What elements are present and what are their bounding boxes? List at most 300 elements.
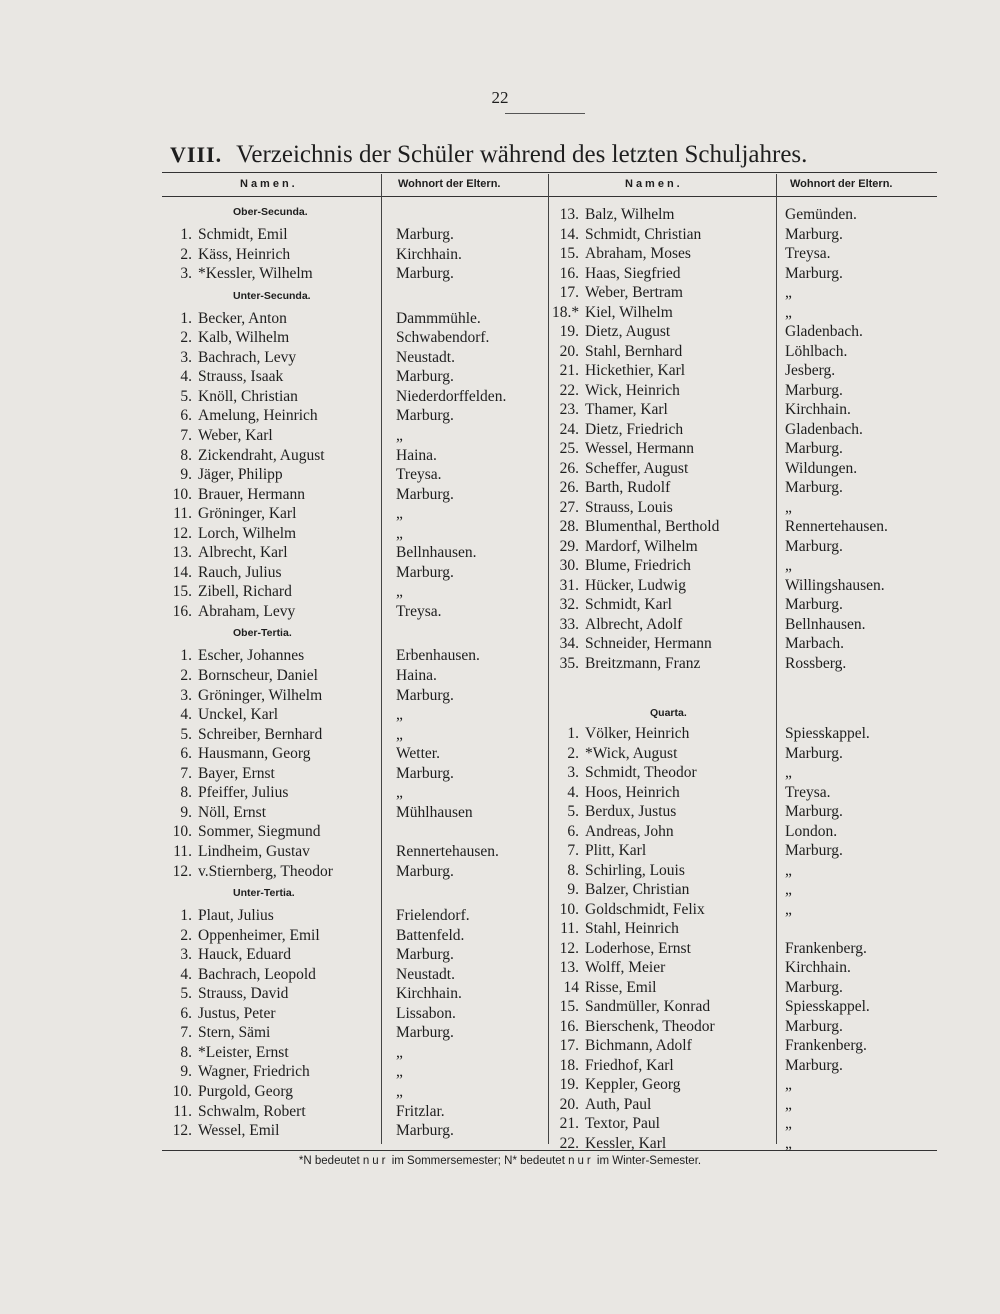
- student-name: *Wick, August: [585, 744, 678, 762]
- student-name: Wagner, Friedrich: [198, 1063, 310, 1081]
- row-number: 26.: [559, 479, 579, 496]
- student-name: Strauss, Isaak: [198, 368, 284, 386]
- row-number: 20.: [559, 342, 579, 360]
- parent-residence: Mühlhausen: [396, 803, 473, 821]
- parent-residence: Dammmühle.: [396, 309, 481, 327]
- student-row: [172, 504, 556, 523]
- row-number: 6.: [567, 822, 579, 840]
- row-number: 4.: [180, 368, 192, 386]
- parent-residence: Marburg.: [785, 842, 843, 859]
- student-row: [172, 666, 556, 685]
- parent-residence: Marburg.: [785, 225, 843, 243]
- row-number: 12.: [559, 939, 579, 957]
- student-row: [552, 420, 945, 439]
- row-number: 2.: [180, 667, 192, 684]
- student-row: [172, 1082, 556, 1101]
- parent-residence: „: [396, 1043, 403, 1061]
- row-number: 9.: [180, 466, 192, 484]
- parent-residence: Frielendorf.: [396, 907, 470, 925]
- student-name: Escher, Johannes: [198, 647, 305, 665]
- student-row: [552, 900, 945, 919]
- student-row: [172, 1023, 556, 1042]
- row-number: 1.: [180, 309, 192, 327]
- row-number: 6.: [180, 1004, 192, 1022]
- parent-residence: Treysa.: [785, 783, 831, 801]
- section-title: Quarta.: [650, 707, 687, 719]
- student-name: Bichmann, Adolf: [585, 1037, 692, 1054]
- parent-residence: Löhlbach.: [785, 342, 848, 360]
- student-row: [552, 919, 945, 938]
- parent-residence: Treysa.: [396, 602, 442, 620]
- row-number: 31.: [559, 576, 579, 594]
- row-number: 20.: [559, 1095, 579, 1113]
- parent-residence: Marburg.: [785, 596, 843, 613]
- student-row: [552, 342, 945, 361]
- student-row: [172, 387, 556, 406]
- row-number: 2.: [180, 926, 192, 944]
- parent-residence: Marburg.: [396, 485, 454, 503]
- student-name: Käss, Heinrich: [198, 245, 291, 263]
- row-number: 7.: [180, 426, 192, 444]
- parent-residence: Marburg.: [396, 368, 454, 386]
- student-name: Loderhose, Ernst: [585, 939, 691, 957]
- student-row: [552, 244, 945, 263]
- row-number: 3.: [180, 265, 192, 283]
- student-name: Wick, Heinrich: [585, 381, 680, 399]
- student-name: Brauer, Hermann: [198, 485, 305, 503]
- parent-residence: Marburg.: [396, 862, 454, 880]
- student-row: [552, 783, 945, 802]
- parent-residence: Rennertehausen.: [396, 842, 499, 860]
- student-name: Mardorf, Wilhelm: [585, 537, 698, 555]
- student-name: Goldschmidt, Felix: [585, 900, 705, 918]
- parent-residence: Bellnhausen.: [785, 615, 866, 633]
- student-name: Schneider, Hermann: [585, 635, 712, 652]
- parent-residence: „: [785, 881, 792, 898]
- section-title: Ober-Secunda.: [233, 206, 308, 218]
- row-number: 18.*: [552, 303, 580, 321]
- parent-residence: Marburg.: [785, 264, 843, 282]
- student-name: Dietz, Friedrich: [585, 420, 684, 438]
- student-name: Wessel, Hermann: [585, 440, 694, 457]
- student-row: [172, 906, 556, 925]
- parent-residence: Marburg.: [396, 407, 454, 425]
- parent-residence: Niederdorffelden.: [396, 387, 507, 405]
- student-row: [552, 634, 945, 653]
- student-name: Risse, Emil: [585, 978, 657, 996]
- column-header-name: Namen.: [625, 178, 683, 190]
- row-number: 11.: [173, 505, 192, 523]
- student-name: Berdux, Justus: [585, 803, 677, 820]
- student-row: [552, 322, 945, 341]
- student-name: Balz, Wilhelm: [585, 206, 675, 223]
- parent-residence: „: [785, 1134, 792, 1152]
- student-name: Becker, Anton: [198, 309, 287, 327]
- student-name: Hausmann, Georg: [198, 745, 311, 763]
- student-row: [552, 958, 945, 977]
- row-number: 5.: [180, 725, 192, 743]
- row-number: 8.: [180, 1043, 192, 1061]
- student-name: Kalb, Wilhelm: [198, 329, 290, 347]
- student-row: [172, 842, 556, 861]
- student-row: [172, 543, 556, 562]
- parent-residence: Marburg.: [396, 563, 454, 581]
- row-number: 5.: [567, 803, 579, 820]
- student-name: Strauss, Louis: [585, 498, 673, 516]
- student-name: Hücker, Ludwig: [585, 576, 686, 594]
- student-name: Keppler, Georg: [585, 1076, 681, 1093]
- student-name: Schmidt, Christian: [585, 225, 702, 243]
- student-row: [172, 524, 556, 543]
- student-name: Lorch, Wilhelm: [198, 524, 297, 542]
- row-number: 2.: [567, 744, 579, 762]
- row-number: 12.: [172, 862, 192, 880]
- row-number: 22.: [559, 1134, 579, 1152]
- student-row: [552, 264, 945, 283]
- parent-residence: „: [785, 900, 792, 918]
- row-number: 3.: [180, 946, 192, 964]
- row-number: 14.: [172, 563, 192, 581]
- student-row: [552, 615, 945, 634]
- student-name: Kessler, Karl: [585, 1134, 667, 1152]
- student-row: [552, 997, 945, 1016]
- row-number: 1.: [180, 647, 192, 665]
- parent-residence: Marburg.: [396, 686, 454, 704]
- row-number: 1.: [180, 226, 192, 243]
- parent-residence: „: [396, 426, 403, 444]
- student-row: [172, 264, 556, 283]
- student-name: Weber, Karl: [198, 426, 273, 444]
- row-number: 5.: [180, 387, 192, 405]
- student-name: Justus, Peter: [198, 1004, 276, 1022]
- student-row: [172, 764, 556, 783]
- parent-residence: Treysa.: [785, 245, 831, 262]
- row-number: 22.: [559, 381, 579, 399]
- student-name: Schirling, Louis: [585, 861, 685, 879]
- student-row: [552, 802, 945, 821]
- student-row: [552, 1036, 945, 1055]
- student-name: Bierschenk, Theodor: [585, 1017, 715, 1035]
- student-row: [552, 744, 945, 763]
- student-name: Purgold, Georg: [198, 1083, 294, 1100]
- row-number: 24.: [559, 420, 579, 438]
- row-number: 10.: [172, 485, 192, 503]
- parent-residence: Neustadt.: [396, 965, 455, 983]
- row-number: 27.: [559, 498, 579, 516]
- student-name: Hickethier, Karl: [585, 362, 686, 379]
- row-number: 28.: [559, 518, 579, 535]
- student-row: [552, 381, 945, 400]
- parent-residence: Gladenbach.: [785, 420, 863, 438]
- student-row: [552, 1114, 945, 1133]
- student-row: [172, 446, 556, 465]
- page-number-rule: [505, 113, 585, 114]
- student-name: *Kessler, Wilhelm: [198, 265, 313, 283]
- row-number: 19.: [559, 323, 579, 340]
- student-row: [172, 582, 556, 601]
- parent-residence: Fritzlar.: [396, 1102, 445, 1120]
- student-name: Albrecht, Adolf: [585, 615, 683, 633]
- student-row: [552, 283, 945, 302]
- parent-residence: Marburg.: [396, 1122, 454, 1140]
- parent-residence: London.: [785, 822, 838, 840]
- row-number: 4.: [180, 706, 192, 724]
- row-number: 8.: [180, 784, 192, 802]
- section-numeral: VIII.: [170, 142, 223, 167]
- parent-residence: Haina.: [396, 446, 437, 464]
- student-name: Völker, Heinrich: [585, 725, 690, 742]
- column-header-residence: Wohnort der Eltern.: [398, 178, 501, 190]
- student-row: [552, 225, 945, 244]
- student-name: Sandmüller, Konrad: [585, 998, 711, 1015]
- parent-residence: Marburg.: [785, 1056, 843, 1074]
- heading-title: Verzeichnis der Schüler während des letzten Schuljahres.: [236, 141, 808, 168]
- parent-residence: Haina.: [396, 667, 437, 684]
- parent-residence: Marburg.: [396, 265, 454, 283]
- student-row: [172, 725, 556, 744]
- row-number: 1.: [567, 725, 579, 742]
- student-name: Sommer, Siegmund: [198, 823, 321, 841]
- parent-residence: Bellnhausen.: [396, 544, 477, 562]
- student-row: [552, 556, 945, 575]
- section-title: Unter-Tertia.: [233, 887, 295, 900]
- row-number: 21.: [559, 1115, 579, 1132]
- student-name: Bornscheur, Daniel: [198, 667, 318, 684]
- student-name: Hoos, Heinrich: [585, 783, 680, 801]
- section-title: Unter-Secunda.: [233, 289, 311, 302]
- row-number: 6.: [180, 407, 192, 425]
- row-number: 7.: [180, 764, 192, 782]
- student-name: Gröninger, Karl: [198, 505, 297, 523]
- parent-residence: Erbenhausen.: [396, 647, 480, 665]
- student-row: [552, 595, 945, 614]
- parent-residence: Wetter.: [396, 745, 440, 763]
- student-row: [172, 426, 556, 445]
- student-row: [552, 1134, 945, 1153]
- row-number: 11.: [560, 920, 579, 937]
- student-name: Abraham, Moses: [585, 245, 691, 262]
- student-name: Zibell, Richard: [198, 583, 292, 601]
- parent-residence: „: [785, 1115, 792, 1132]
- student-row: [552, 880, 945, 899]
- student-name: Dietz, August: [585, 323, 671, 340]
- parent-residence: Wildungen.: [785, 459, 858, 477]
- row-number: 6.: [180, 745, 192, 763]
- student-row: [172, 945, 556, 964]
- student-row: [172, 465, 556, 484]
- student-row: [552, 478, 945, 497]
- row-number: 9.: [567, 881, 579, 898]
- parent-residence: „: [785, 498, 792, 516]
- parent-residence: Marburg.: [785, 479, 843, 496]
- student-name: Haas, Siegfried: [585, 264, 681, 282]
- table-top-rule: [162, 172, 937, 173]
- student-name: Gröninger, Wilhelm: [198, 686, 323, 704]
- student-name: Bayer, Ernst: [198, 764, 275, 782]
- student-row: [172, 926, 556, 945]
- student-row: [552, 1056, 945, 1075]
- student-name: Stahl, Bernhard: [585, 342, 683, 360]
- parent-residence: Neustadt.: [396, 348, 455, 366]
- student-name: Amelung, Heinrich: [198, 407, 318, 425]
- row-number: 14.: [559, 225, 579, 243]
- row-number: 16.: [172, 602, 192, 620]
- parent-residence: „: [785, 861, 792, 879]
- row-number: 8.: [567, 861, 579, 879]
- row-number: 12.: [172, 524, 192, 542]
- row-number: 10.: [172, 823, 192, 841]
- student-name: Schmidt, Karl: [585, 596, 672, 613]
- row-number: 12.: [172, 1122, 192, 1140]
- parent-residence: Rennertehausen.: [785, 518, 888, 535]
- student-name: Breitzmann, Franz: [585, 654, 701, 672]
- parent-residence: Frankenberg.: [785, 1037, 867, 1054]
- student-name: Oppenheimer, Emil: [198, 926, 320, 944]
- student-row: [172, 984, 556, 1003]
- student-row: [172, 803, 556, 822]
- parent-residence: „: [396, 524, 403, 542]
- row-number: 7.: [567, 842, 579, 859]
- parent-residence: Marburg.: [785, 381, 843, 399]
- parent-residence: Marburg.: [785, 744, 843, 762]
- student-row: [172, 822, 556, 841]
- student-row: [172, 1043, 556, 1062]
- footnote: *N bedeutet nur im Sommersemester; N* bedeutet nur im Winter-Semester.: [298, 1155, 702, 1167]
- student-row: [172, 1062, 556, 1081]
- student-name: Albrecht, Karl: [198, 544, 288, 562]
- row-number: 26.: [559, 459, 579, 477]
- student-row: [552, 205, 945, 224]
- student-row: [172, 646, 556, 665]
- student-row: [552, 654, 945, 673]
- parent-residence: „: [785, 557, 792, 574]
- student-name: Schmidt, Emil: [198, 226, 288, 243]
- row-number: 9.: [180, 1063, 192, 1081]
- row-number: 3.: [180, 348, 192, 366]
- row-number: 3.: [180, 686, 192, 704]
- student-row: [172, 783, 556, 802]
- student-name: Textor, Paul: [585, 1115, 660, 1132]
- student-row: [552, 576, 945, 595]
- student-row: [552, 939, 945, 958]
- parent-residence: „: [396, 784, 403, 802]
- student-row: [552, 400, 945, 419]
- row-number: 15.: [559, 998, 579, 1015]
- parent-residence: Spiesskappel.: [785, 998, 870, 1015]
- student-name: Strauss, David: [198, 985, 289, 1003]
- student-row: [172, 367, 556, 386]
- parent-residence: Treysa.: [396, 466, 442, 484]
- row-number: 17.: [559, 284, 579, 301]
- row-number: 33.: [559, 615, 579, 633]
- row-number: 2.: [180, 245, 192, 263]
- row-number: 13.: [172, 544, 192, 562]
- student-name: Schreiber, Bernhard: [198, 725, 323, 743]
- parent-residence: „: [396, 583, 403, 601]
- parent-residence: Jesberg.: [785, 362, 836, 379]
- parent-residence: „: [396, 706, 403, 724]
- table-header-rule: [162, 196, 937, 197]
- row-number: 25.: [559, 440, 579, 457]
- student-row: [172, 225, 556, 244]
- student-row: [552, 303, 945, 322]
- row-number: 2.: [180, 329, 192, 347]
- student-name: Stern, Sämi: [198, 1024, 271, 1042]
- parent-residence: Spiesskappel.: [785, 725, 870, 742]
- parent-residence: „: [396, 505, 403, 523]
- row-number: 4.: [180, 965, 192, 983]
- student-row: [552, 537, 945, 556]
- student-row: [552, 459, 945, 478]
- row-number: 23.: [559, 401, 579, 418]
- student-name: Wessel, Emil: [198, 1122, 280, 1140]
- student-name: Auth, Paul: [585, 1095, 652, 1113]
- row-number: 19.: [559, 1076, 579, 1093]
- parent-residence: Marburg.: [785, 803, 843, 820]
- parent-residence: Marburg.: [785, 537, 843, 555]
- row-number: 8.: [180, 446, 192, 464]
- student-row: [172, 1121, 556, 1140]
- parent-residence: Kirchhain.: [396, 245, 462, 263]
- parent-residence: „: [785, 764, 792, 781]
- parent-residence: „: [396, 725, 403, 743]
- student-name: Bachrach, Levy: [198, 348, 297, 366]
- student-name: Schwalm, Robert: [198, 1102, 306, 1120]
- row-number: 15.: [172, 583, 192, 601]
- row-number: 3.: [567, 764, 579, 781]
- student-name: Andreas, John: [585, 822, 674, 840]
- student-row: [552, 1075, 945, 1094]
- student-name: Rauch, Julius: [198, 563, 282, 581]
- row-number: 32.: [559, 596, 579, 613]
- student-row: [552, 517, 945, 536]
- student-row: [552, 361, 945, 380]
- parent-residence: Battenfeld.: [396, 926, 465, 944]
- student-row: [172, 485, 556, 504]
- row-number: 29.: [559, 537, 579, 555]
- row-number: 10.: [559, 900, 579, 918]
- student-row: [172, 705, 556, 724]
- parent-residence: Rossberg.: [785, 654, 847, 672]
- student-row: [172, 245, 556, 264]
- student-row: [552, 724, 945, 743]
- student-row: [172, 309, 556, 328]
- student-name: Scheffer, August: [585, 459, 689, 477]
- student-row: [172, 744, 556, 763]
- student-row: [172, 862, 556, 881]
- parent-residence: Willingshausen.: [785, 576, 885, 594]
- student-name: Wolff, Meier: [585, 959, 666, 976]
- student-row: [172, 686, 556, 705]
- parent-residence: Kirchhain.: [785, 959, 851, 976]
- student-name: Balzer, Christian: [585, 881, 690, 898]
- page-heading: [170, 141, 930, 169]
- parent-residence: Gemünden.: [785, 206, 857, 223]
- student-name: Friedhof, Karl: [585, 1056, 674, 1074]
- row-number: 9.: [180, 803, 192, 821]
- parent-residence: Marbach.: [785, 635, 844, 652]
- row-number: 16.: [559, 1017, 579, 1035]
- row-number: 34.: [559, 635, 579, 652]
- parent-residence: Marburg.: [785, 1017, 843, 1035]
- row-number: 16.: [559, 264, 579, 282]
- student-row: [172, 1102, 556, 1121]
- row-number: 14: [563, 978, 579, 996]
- parent-residence: Kirchhain.: [396, 985, 462, 1003]
- page-number: 22: [491, 88, 509, 107]
- parent-residence: „: [785, 1095, 792, 1113]
- student-name: Stahl, Heinrich: [585, 920, 679, 937]
